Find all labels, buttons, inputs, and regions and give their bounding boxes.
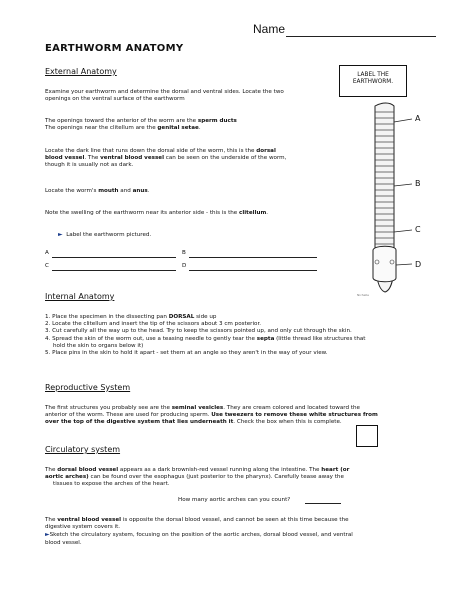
internal-anatomy-heading: Internal Anatomy [45, 292, 115, 301]
answer-field-b[interactable] [189, 257, 317, 258]
circulatory-heading: Circulatory system [45, 445, 121, 454]
label-worm-bullet: ► Label the earthworm pictured. [58, 231, 152, 238]
arrow-bullet-icon: ► [58, 231, 63, 238]
answer-label-c: C [45, 263, 49, 269]
internal-steps: 1. Place the specimen in the dissecting pan DORSAL side up 2. Locate the clitellum and insert the tip of the scissors about 3 cm posterior. 3. Cut carefully all the way up to the head. Try to keep the scissors pointed up, and only cut through the skin. 4. Spread the skin of the worm out, use a teasing needle to gently tear the septa (little thread like structures that hold the skin to organs below it) 5. Place pins in the skin to hold it apart - set them at an angle so they aren't in the way of your view. [45, 314, 366, 357]
label-instruction-box: LABEL THE EARTHWORM. [339, 65, 407, 97]
earthworm-diagram [330, 100, 440, 300]
figure-letter-b: B [415, 179, 421, 188]
aortic-arches-answer[interactable] [305, 503, 341, 504]
ventral-vessel-text: The ventral blood vessel is opposite the dorsal blood vessel, and cannot be seen at this time because the digestive system covers it. ►Sketch the circulatory system, focusing on the position of the aortic arches, dorsal blood vessel, and ventral blood vessel. [45, 517, 353, 546]
clitellum-text: Note the swelling of the earthworm near its anterior side - this is the clitellum. [45, 210, 269, 216]
figure-credit: Nichelle [357, 293, 369, 297]
name-field[interactable] [286, 36, 436, 37]
figure-letter-a: A [415, 114, 421, 123]
answer-label-d: D [182, 263, 187, 269]
blood-vessel-text: Locate the dark line that runs down the dorsal side of the worm, this is the dorsal blood vessel. The ventral blood vessel can be seen on the underside of the worm, though it is usually not as dark. [45, 148, 287, 169]
reproductive-heading: Reproductive System [45, 383, 131, 392]
figure-letter-c: C [415, 225, 421, 234]
answer-field-c[interactable] [52, 270, 176, 271]
reproductive-text: The first structures you probably see are the seminal vesicles. They are cream colored and located toward the anterior of the worm. These are used for producing sperm. Use tweezers to remove these white structures from over the top of the digestive system that lies underneath it. Check the box when this is complete. [45, 405, 378, 426]
arrow-bullet-icon: ► [45, 531, 50, 539]
page-title: EARTHWORM ANATOMY [45, 43, 184, 54]
sperm-ducts-text: The openings toward the anterior of the worm are the sperm ducts The openings near the clitellum are the genital setae. [45, 118, 237, 132]
external-anatomy-heading: External Anatomy [45, 67, 117, 76]
answer-label-a: A [45, 250, 49, 256]
answer-label-b: B [182, 250, 186, 256]
name-label: Name [253, 22, 286, 36]
mouth-anus-text: Locate the worm's mouth and anus. [45, 188, 150, 194]
aortic-arches-question: How many aortic arches can you count? [178, 497, 291, 503]
answer-field-d[interactable] [189, 270, 317, 271]
completion-checkbox[interactable] [356, 425, 378, 447]
circulatory-text: The dorsal blood vessel appears as a dark brownish-red vessel running along the intestine. The heart (or aortic arches) can be found over the esophagus (just posterior to the pharynx). Carefully tease away the tissues to expose the arches of the heart. [45, 467, 350, 488]
answer-field-a[interactable] [52, 257, 176, 258]
figure-letter-d: D [415, 260, 422, 269]
external-intro: Examine your earthworm and determine the dorsal and ventral sides. Locate the two openings on the ventral surface of the earthworm [45, 89, 284, 103]
